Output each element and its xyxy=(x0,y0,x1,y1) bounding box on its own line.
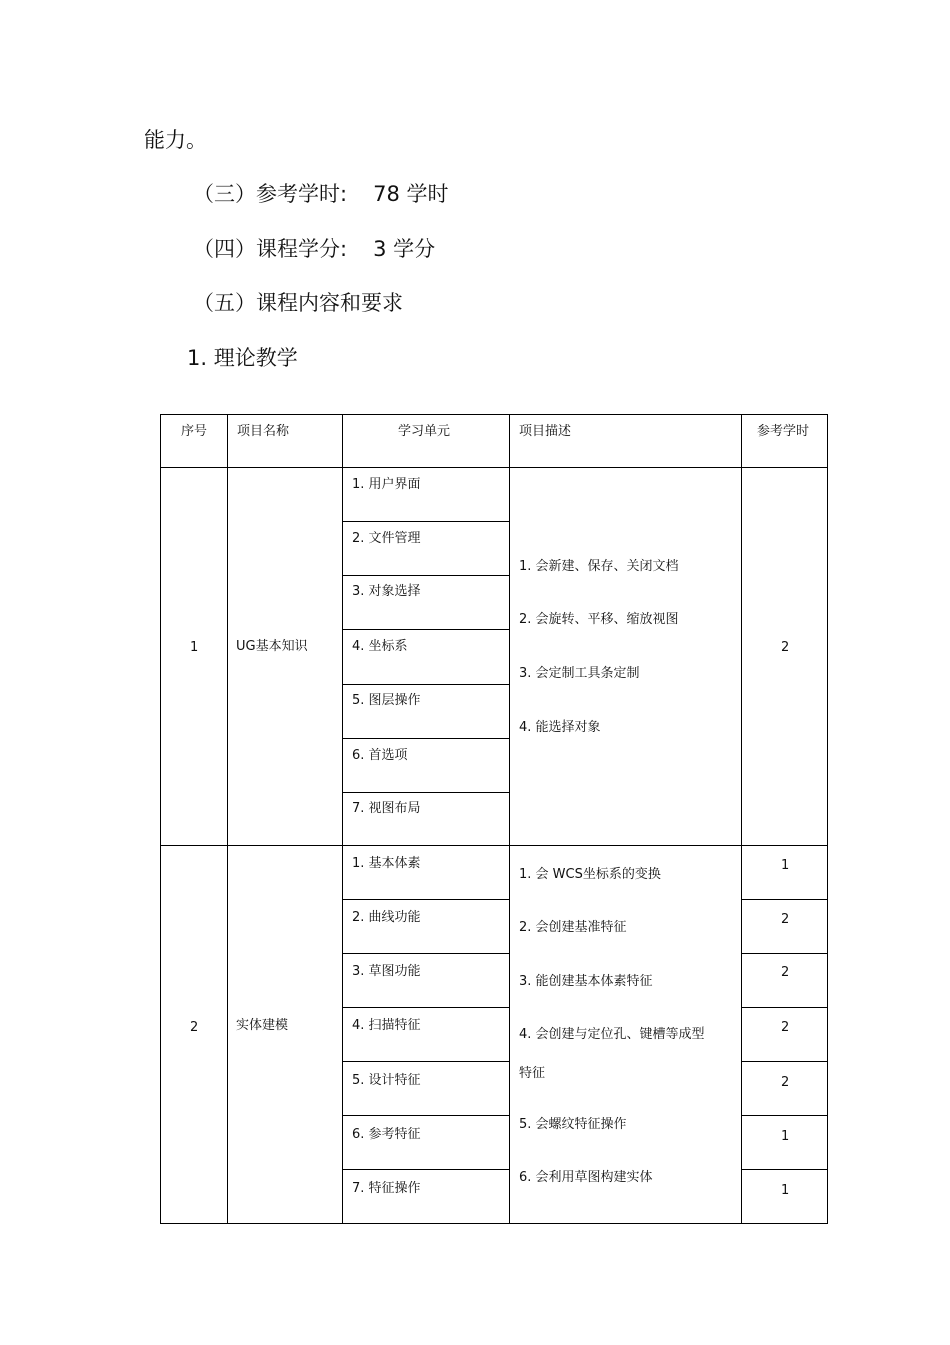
table-divider xyxy=(342,738,509,739)
reference-hours-line xyxy=(193,184,448,205)
row1-unit: 4. 坐标系 xyxy=(352,639,408,654)
table-divider xyxy=(741,1115,828,1116)
table-divider xyxy=(160,467,828,468)
row2-hours: 2 xyxy=(781,965,790,980)
table-divider xyxy=(342,953,509,954)
reference-hours-value: 78 学时 xyxy=(373,182,449,206)
header-learning-unit: 学习单元 xyxy=(398,424,451,439)
table-divider xyxy=(342,521,509,522)
row1-hours: 2 xyxy=(781,640,790,655)
table-divider xyxy=(227,414,228,1224)
row2-unit: 2. 曲线功能 xyxy=(352,910,421,925)
course-credits-label: （四）课程学分: xyxy=(193,237,348,261)
row2-index: 2 xyxy=(190,1020,199,1035)
course-credits-line xyxy=(193,239,435,260)
row2-unit: 3. 草图功能 xyxy=(352,964,421,979)
row2-description: 5. 会螺纹特征操作 xyxy=(519,1117,627,1132)
course-content-heading: （五）课程内容和要求 xyxy=(193,291,403,315)
table-divider xyxy=(342,629,509,630)
row1-unit: 7. 视图布局 xyxy=(352,801,421,816)
row2-hours: 1 xyxy=(781,858,790,873)
header-project-name: 项目名称 xyxy=(237,424,290,439)
header-reference-hours: 参考学时 xyxy=(757,424,810,439)
table-divider xyxy=(160,845,828,846)
row2-project-name: 实体建模 xyxy=(236,1018,289,1033)
row1-unit: 3. 对象选择 xyxy=(352,584,421,599)
table-frame xyxy=(160,414,828,1224)
row1-unit: 2. 文件管理 xyxy=(352,531,421,546)
table-divider xyxy=(342,684,509,685)
table-divider xyxy=(741,1007,828,1008)
table-divider xyxy=(342,1115,509,1116)
table-divider xyxy=(342,1007,509,1008)
row2-unit: 4. 扫描特征 xyxy=(352,1018,421,1033)
row1-description: 1. 会新建、保存、关闭文档 xyxy=(519,559,679,574)
row2-hours: 2 xyxy=(781,912,790,927)
course-credits-value: 3 学分 xyxy=(373,237,436,261)
row2-description: 3. 能创建基本体素特征 xyxy=(519,974,653,989)
row2-unit: 5. 设计特征 xyxy=(352,1073,421,1088)
row2-hours: 1 xyxy=(781,1129,790,1144)
row2-hours: 1 xyxy=(781,1183,790,1198)
row2-hours: 2 xyxy=(781,1020,790,1035)
row2-description: 2. 会创建基准特征 xyxy=(519,920,627,935)
row2-description: 6. 会利用草图构建实体 xyxy=(519,1170,653,1185)
row1-description: 4. 能选择对象 xyxy=(519,720,601,735)
row2-unit: 7. 特征操作 xyxy=(352,1181,421,1196)
row2-description: 1. 会 WCS坐标系的变换 xyxy=(519,867,661,882)
row1-unit: 5. 图层操作 xyxy=(352,693,421,708)
theory-teaching-heading: 1. 理论教学 xyxy=(187,346,298,370)
row1-unit: 6. 首选项 xyxy=(352,748,408,763)
header-project-description: 项目描述 xyxy=(519,424,572,439)
table-divider xyxy=(741,899,828,900)
row1-index: 1 xyxy=(190,640,199,655)
row2-description: 特征 xyxy=(519,1066,546,1081)
row2-description: 4. 会创建与定位孔、键槽等成型 xyxy=(519,1027,705,1042)
table-divider xyxy=(342,792,509,793)
table-divider xyxy=(741,953,828,954)
table-divider xyxy=(342,414,343,1224)
row2-hours: 2 xyxy=(781,1075,790,1090)
table-divider xyxy=(342,1169,509,1170)
row1-description: 3. 会定制工具条定制 xyxy=(519,666,640,681)
row1-unit: 1. 用户界面 xyxy=(352,477,421,492)
table-divider xyxy=(342,899,509,900)
table-divider xyxy=(741,414,742,1224)
table-divider xyxy=(741,1061,828,1062)
row2-unit: 6. 参考特征 xyxy=(352,1127,421,1142)
table-divider xyxy=(509,414,510,1224)
row1-description: 2. 会旋转、平移、缩放视图 xyxy=(519,612,679,627)
table-divider xyxy=(342,1061,509,1062)
row2-unit: 1. 基本体素 xyxy=(352,856,421,871)
table-divider xyxy=(342,575,509,576)
reference-hours-label: （三）参考学时: xyxy=(193,182,348,206)
paragraph-continuation: 能力。 xyxy=(144,128,207,152)
table-divider xyxy=(741,1169,828,1170)
header-index: 序号 xyxy=(181,424,208,439)
course-table xyxy=(160,414,828,1224)
row1-project-name: UG基本知识 xyxy=(236,639,308,654)
